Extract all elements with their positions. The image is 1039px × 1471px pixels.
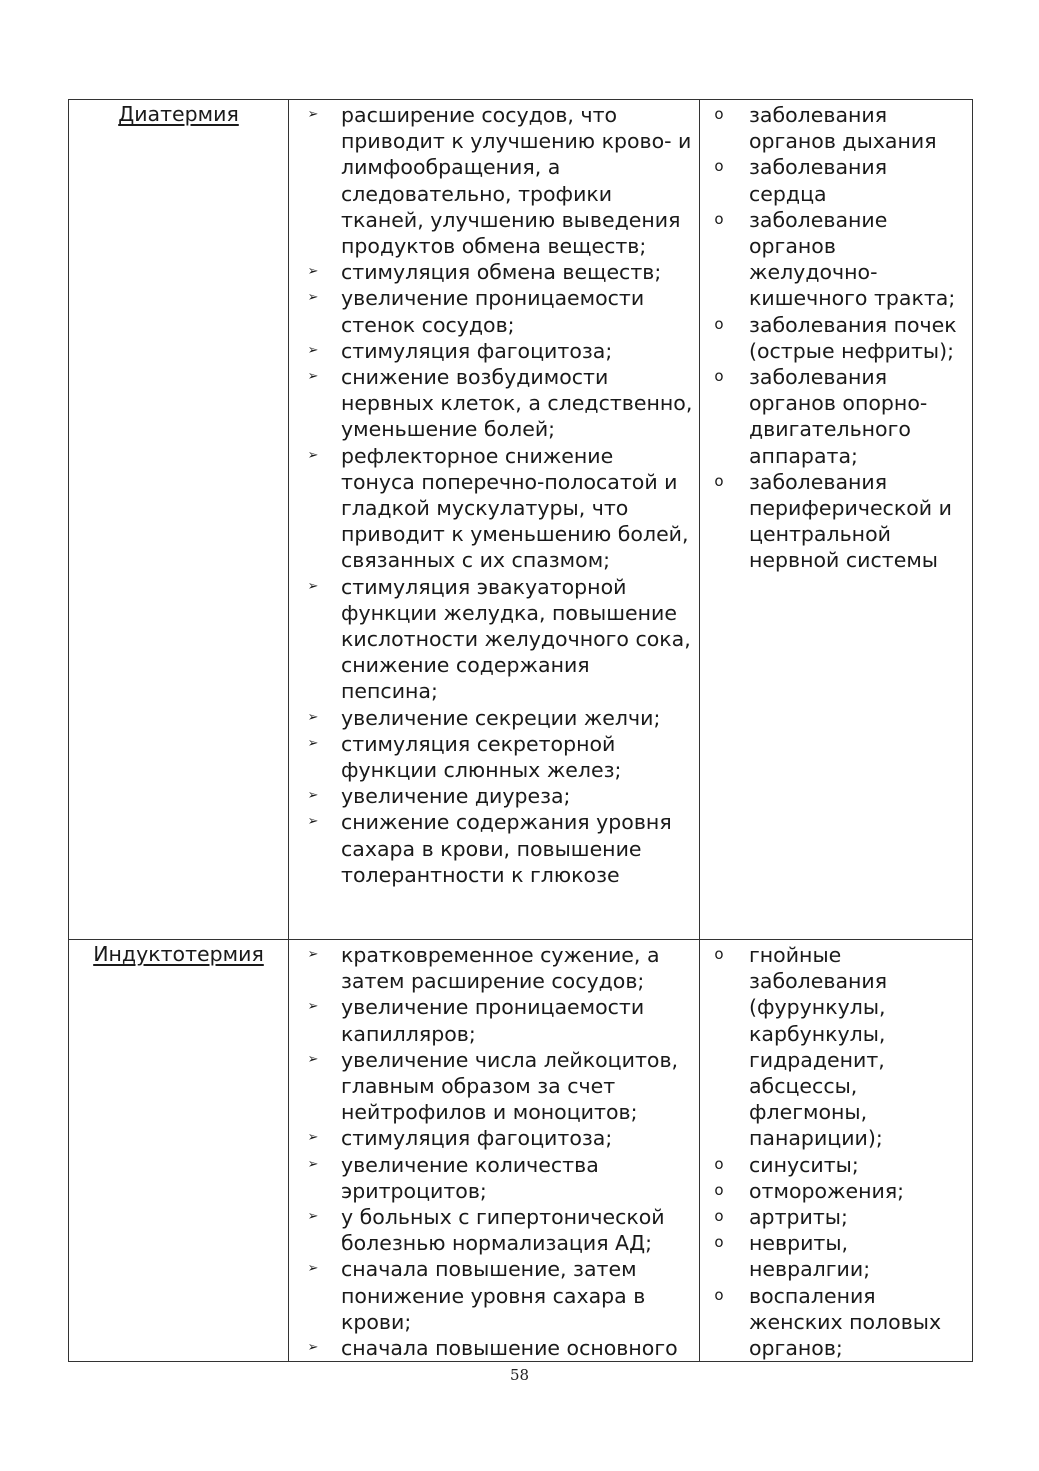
arrow-bullet-icon: ➢	[307, 1130, 319, 1146]
effect-item	[289, 1152, 699, 1204]
table-row-inductothermy	[69, 940, 973, 1362]
circle-bullet-icon: o	[714, 945, 724, 963]
indication-text: заболевания органов дыхания	[749, 103, 937, 154]
indication-item	[700, 1230, 972, 1282]
indication-item	[700, 1178, 972, 1204]
method-cell	[69, 940, 289, 1362]
arrow-bullet-icon: ➢	[307, 107, 319, 122]
effect-text: стимуляция фагоцитоза;	[341, 338, 613, 363]
effect-text: увеличение секреции желчи;	[341, 705, 661, 730]
arrow-bullet-icon: ➢	[307, 1051, 319, 1067]
circle-bullet-icon: o	[714, 157, 724, 176]
indication-text: гнойные заболевания (фурункулы, карбункулы, гидраденит, абсцессы, флегмоны, панариции);	[749, 943, 888, 1151]
circle-bullet-icon: o	[714, 367, 724, 386]
effect-item	[289, 809, 699, 888]
effect-text: стимуляция обмена веществ;	[341, 260, 662, 285]
effect-item	[289, 285, 699, 337]
effect-text: увеличение числа лейкоцитов, главным образом за счет нейтрофилов и моноцитов;	[341, 1047, 679, 1125]
effect-item	[289, 574, 699, 705]
effect-text: снижение возбудимости нервных клеток, а следственно, уменьшение болей;	[341, 365, 693, 442]
indication-text: отморожения;	[749, 1178, 905, 1203]
indication-item	[700, 154, 972, 206]
effect-text: увеличение проницаемости стенок сосудов;	[341, 286, 645, 337]
effect-text: увеличение проницаемости капилляров;	[341, 995, 645, 1046]
indication-item	[700, 312, 972, 364]
indication-text: воспаления женских половых органов;	[749, 1283, 942, 1361]
arrow-bullet-icon: ➢	[307, 788, 319, 804]
arrow-bullet-icon: ➢	[307, 814, 319, 830]
effects-list	[289, 940, 699, 1361]
effects-cell	[289, 100, 700, 940]
effect-item	[289, 1335, 699, 1361]
arrow-bullet-icon: ➢	[307, 999, 319, 1015]
method-name-diathermy: Диатермия	[118, 102, 239, 126]
indication-text: заболевания почек (острые нефриты);	[749, 312, 957, 363]
indication-item	[700, 1204, 972, 1230]
arrow-bullet-icon: ➢	[307, 1340, 319, 1356]
indication-item	[700, 364, 972, 469]
effects-list	[289, 100, 699, 888]
circle-bullet-icon: o	[714, 1207, 724, 1226]
arrow-bullet-icon: ➢	[307, 947, 319, 962]
arrow-bullet-icon: ➢	[307, 369, 319, 385]
indications-cell	[700, 940, 973, 1362]
arrow-bullet-icon: ➢	[307, 290, 319, 306]
circle-bullet-icon: o	[714, 314, 724, 333]
arrow-bullet-icon: ➢	[307, 1209, 319, 1225]
arrow-bullet-icon: ➢	[307, 578, 319, 594]
arrow-bullet-icon: ➢	[307, 1156, 319, 1172]
circle-bullet-icon: o	[714, 1233, 724, 1252]
effect-text: сначала повышение основного	[341, 1336, 678, 1361]
effect-item	[289, 102, 699, 259]
indication-text: синуситы;	[749, 1152, 859, 1177]
circle-bullet-icon: o	[714, 1285, 724, 1304]
table-row-diathermy	[69, 100, 973, 940]
indication-item	[700, 469, 972, 574]
effect-item	[289, 731, 699, 783]
indications-list	[700, 100, 972, 574]
therapy-table	[68, 99, 973, 1362]
arrow-bullet-icon: ➢	[307, 709, 319, 725]
effect-item	[289, 338, 699, 364]
effect-item	[289, 783, 699, 809]
circle-bullet-icon: o	[714, 105, 724, 123]
method-cell	[69, 100, 289, 940]
indication-text: заболевание органов желудочно-кишечного тракта;	[749, 207, 956, 311]
method-name-inductothermy: Индуктотермия	[93, 942, 264, 966]
circle-bullet-icon: o	[714, 1180, 724, 1199]
circle-bullet-icon: o	[714, 471, 724, 490]
indications-list	[700, 940, 972, 1361]
indication-text: заболевания периферической и центральной нервной системы	[749, 469, 952, 573]
circle-bullet-icon: o	[714, 1154, 724, 1173]
effect-item	[289, 705, 699, 731]
effect-item	[289, 994, 699, 1046]
effect-item	[289, 1256, 699, 1335]
effect-text: стимуляция секреторной функции слюнных желез;	[341, 731, 622, 783]
effect-text: кратковременное сужение, а затем расширение сосудов;	[341, 943, 660, 994]
indication-item	[700, 942, 972, 1152]
effect-text: стимуляция эвакуаторной функции желудка, повышение кислотности желудочного сока, снижение содержания пепсина;	[341, 574, 691, 704]
indication-item	[700, 207, 972, 312]
page-number: 58	[509, 1366, 530, 1384]
arrow-bullet-icon: ➢	[307, 342, 319, 358]
effect-item	[289, 364, 699, 443]
indication-text: артриты;	[749, 1205, 848, 1230]
effect-item	[289, 942, 699, 994]
indication-text: заболевания органов опорно-двигательного аппарата;	[749, 365, 928, 468]
indication-text: невриты, невралгии;	[749, 1231, 871, 1282]
indication-item	[700, 1152, 972, 1178]
effect-item	[289, 1125, 699, 1151]
effect-item	[289, 1047, 699, 1126]
effect-text: рефлекторное снижение тонуса поперечно-полосатой и гладкой мускулатуры, что приводит к уменьшению болей, связанных с их спазмом;	[341, 443, 689, 573]
arrow-bullet-icon: ➢	[307, 447, 319, 463]
effect-item	[289, 1204, 699, 1256]
indication-text: заболевания сердца	[749, 155, 888, 206]
effect-item	[289, 443, 699, 574]
arrow-bullet-icon: ➢	[307, 1261, 319, 1277]
effect-text: увеличение количества эритроцитов;	[341, 1152, 599, 1203]
effect-text: увеличение диуреза;	[341, 784, 571, 809]
effect-text: расширение сосудов, что приводит к улучшению крово- и лимфообращения, а следовательно, трофики тканей, улучшению выведения продуктов обмена веществ;	[341, 103, 692, 259]
indications-cell	[700, 100, 973, 940]
effects-cell	[289, 940, 700, 1362]
arrow-bullet-icon: ➢	[307, 735, 319, 751]
effect-text: сначала повышение, затем понижение уровня сахара в крови;	[341, 1257, 646, 1334]
indication-item	[700, 1283, 972, 1362]
indication-item	[700, 102, 972, 154]
arrow-bullet-icon: ➢	[307, 264, 319, 280]
effect-text: снижение содержания уровня сахара в крови, повышение толерантности к глюкозе	[341, 810, 672, 887]
effect-text: у больных с гипертонической болезнью нормализация АД;	[341, 1205, 665, 1256]
effect-text: стимуляция фагоцитоза;	[341, 1126, 613, 1151]
circle-bullet-icon: o	[714, 209, 724, 228]
effect-item	[289, 259, 699, 285]
